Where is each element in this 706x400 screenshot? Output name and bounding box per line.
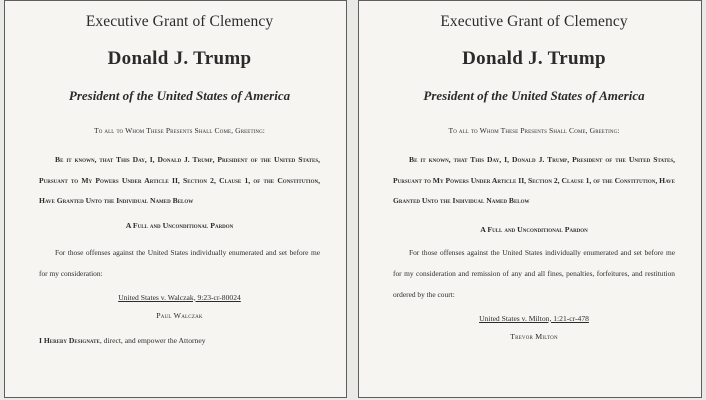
pardon-type-heading: A Full and Unconditional Pardon: [125, 220, 234, 230]
document-header-title: Executive Grant of Clemency: [440, 13, 628, 30]
pardoned-individual-name: Paul Walczak: [156, 310, 203, 320]
greeting-line: To all to Whom These Presents Shall Come, Greeting:: [93, 126, 266, 135]
designation-lead: I Hereby Designate: [39, 335, 100, 345]
designation-rest: , direct, and empower the Attorney: [99, 335, 206, 345]
designation-paragraph: [39, 336, 320, 346]
office-title: President of the United States of America: [68, 88, 291, 103]
document-header-title: Executive Grant of Clemency: [85, 13, 274, 30]
clemency-document-milton: [358, 0, 702, 398]
offense-paragraph: For those offenses against the United States individually enumerated and set before me for my consideration and remission of any and all fines, penalties, forfeitures, and restitution ordered by the court:: [393, 247, 675, 299]
preamble-paragraph: Be it known, that This Day, I, Donald J. Trump, President of the United States, Pursuant to My Powers Under Article II, Section 2, Clause 1, of the Constitution, Have Granted Unto the Individual Named Below: [39, 155, 320, 205]
pardoned-individual-name: Trevor Milton: [510, 331, 558, 341]
clemency-document-walczak: [4, 0, 347, 398]
preamble-paragraph: Be it known, that This Day, I, Donald J. Trump, President of the United States, Pursuant to My Powers Under Article II, Section 2, Clause 1, of the Constitution, Have Granted Unto the Individual Named Below: [393, 155, 675, 205]
office-title: President of the United States of America: [423, 88, 645, 103]
president-name: Donald J. Trump: [107, 48, 252, 69]
greeting-line: To all to Whom These Presents Shall Come, Greeting:: [448, 126, 620, 135]
case-citation: United States v. Walczak, 9:23-cr-80024: [118, 292, 241, 302]
case-citation: United States v. Milton, 1:21-cr-478: [479, 313, 589, 323]
offense-paragraph: For those offenses against the United States individually enumerated and set before me for my consideration:: [39, 247, 320, 278]
pardon-type-heading: A Full and Unconditional Pardon: [480, 224, 588, 234]
president-name: Donald J. Trump: [462, 48, 606, 69]
